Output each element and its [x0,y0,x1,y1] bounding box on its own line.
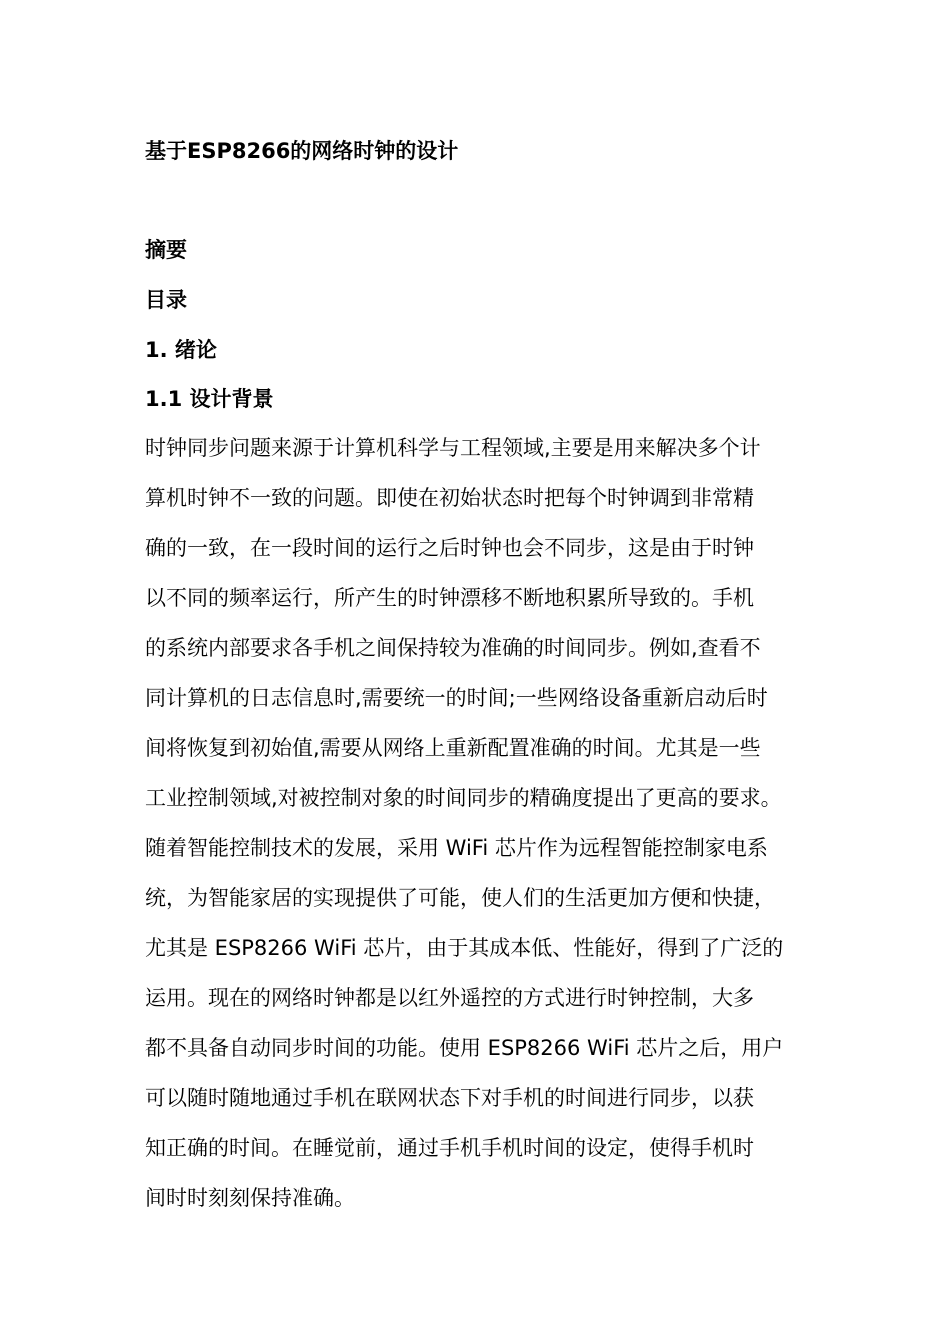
body-line: 同计算机的日志信息时,需要统一的时间;一些网络设备重新启动后时 [145,686,768,710]
body-line: 以不同的频率运行，所产生的时钟漂移不断地积累所导致的。手机 [145,586,754,610]
body-line: 间将恢复到初始值,需要从网络上重新配置准确的时间。尤其是一些 [145,736,761,760]
body-line: 间时时刻刻保持准确。 [145,1186,355,1210]
body-line: 算机时钟不一致的问题。即使在初始状态时把每个时钟调到非常精 [145,486,754,510]
body-paragraph [145,433,825,1233]
body-line: 工业控制领域,对被控制对象的时间同步的精确度提出了更高的要求。 [145,786,782,810]
heading-chapter-1: 1. 绪论 [145,338,217,362]
body-line: 随着智能控制技术的发展，采用 WiFi 芯片作为远程智能控制家电系 [145,836,768,860]
body-line: 的系统内部要求各手机之间保持较为准确的时间同步。例如,查看不 [145,636,761,660]
body-line: 知正确的时间。在睡觉前，通过手机手机时间的设定，使得手机时 [145,1136,754,1160]
body-line: 运用。现在的网络时钟都是以红外遥控的方式进行时钟控制，大多 [145,986,754,1010]
heading-section-1-1: 1.1 设计背景 [145,387,274,411]
body-line: 时钟同步问题来源于计算机科学与工程领域,主要是用来解决多个计 [145,436,761,460]
body-line: 都不具备自动同步时间的功能。使用 ESP8266 WiFi 芯片之后，用户 [145,1036,784,1060]
heading-abstract: 摘要 [145,238,187,262]
document-title: 基于ESP8266的网络时钟的设计 [145,139,459,163]
body-line: 尤其是 ESP8266 WiFi 芯片，由于其成本低、性能好，得到了广泛的 [145,936,784,960]
body-line: 统，为智能家居的实现提供了可能，使人们的生活更加方便和快捷， [145,886,775,910]
body-line: 确的一致，在一段时间的运行之后时钟也会不同步，这是由于时钟 [145,536,754,560]
body-line: 可以随时随地通过手机在联网状态下对手机的时间进行同步，以获 [145,1086,754,1110]
heading-toc: 目录 [145,288,187,312]
